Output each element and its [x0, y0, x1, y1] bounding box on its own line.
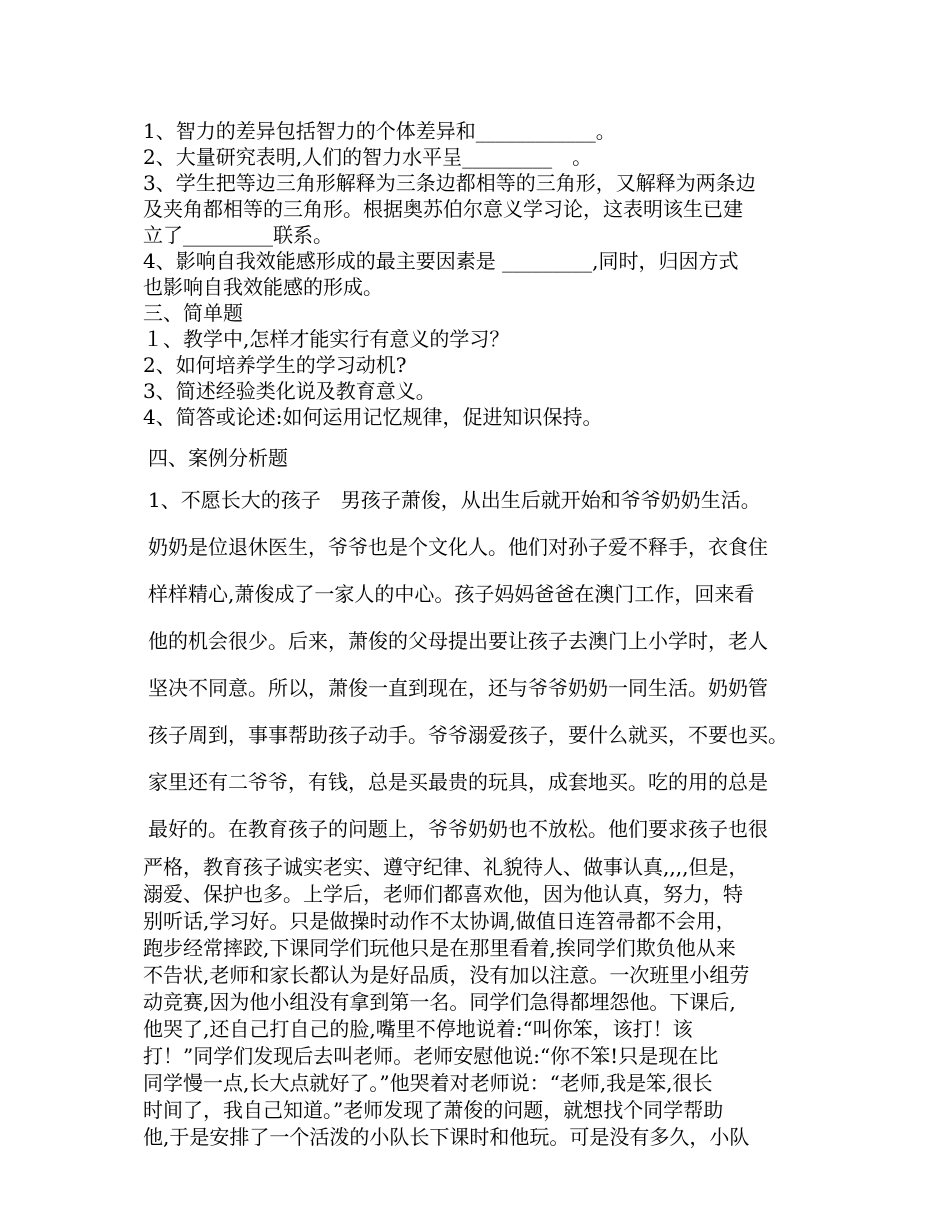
- fill-in-question-3-line-3: 立了_________联系。: [143, 223, 333, 247]
- case-paragraph-line: 样样精心,萧俊成了一家人的中心。孩子妈妈爸爸在澳门工作，回来看: [148, 582, 755, 606]
- case-analysis-heading: 四、案例分析题: [148, 446, 288, 470]
- case-paragraph-line: 跑步经常摔跤,下课同学们玩他只是在那里看着,挨同学们欺负他从来: [143, 936, 736, 960]
- case-paragraph-line: 动竞赛,因为他小组没有拿到第一名。同学们急得都埋怨他。下课后,: [143, 990, 736, 1014]
- case-paragraph-line: 奶奶是位退休医生，爷爷也是个文化人。他们对孙子爱不释手，衣食住: [148, 535, 768, 559]
- short-answer-question-3: 3、简述经验类化说及教育意义。: [143, 379, 436, 403]
- case-paragraph-line: 家里还有二爷爷，有钱，总是买最贵的玩具，成套地买。吃的用的总是: [148, 770, 768, 794]
- fill-in-question-4-line-2: 也影响自我效能感的形成。: [143, 275, 383, 299]
- case-paragraph-line: 溺爱、保护也多。上学后，老师们都喜欢他，因为他认真，努力，特: [143, 882, 743, 906]
- case-paragraph-line: 别听话,学习好。只是做操时动作不太协调,做值日连笤帚都不会用，: [143, 909, 736, 933]
- case-paragraph-line: 打！”同学们发现后去叫老师。老师安慰他说:“你不笨!只是现在比: [143, 1044, 719, 1068]
- fill-in-question-1: 1、智力的差异包括智力的个体差异和____________。: [143, 119, 616, 143]
- case-paragraph-line: 不告状,老师和家长都认为是好品质，没有加以注意。一次班里小组劳: [143, 963, 750, 987]
- case-paragraph-line: 他,于是安排了一个活泼的小队长下课时和他玩。可是没有多久，小队: [143, 1125, 750, 1149]
- short-answer-question-4: 4、简答或论述:如何运用记忆规律，促进知识保持。: [143, 405, 603, 429]
- short-answer-question-1: １、教学中,怎样才能实行有意义的学习？: [143, 327, 510, 351]
- short-answer-heading: 三、简单题: [143, 301, 243, 325]
- case-paragraph-line: 严格，教育孩子诚实老实、遵守纪律、礼貌待人、做事认真,,,,但是，: [143, 855, 749, 879]
- fill-in-question-2: 2、大量研究表明,人们的智力水平呈_________ 。: [143, 145, 593, 169]
- case-paragraph-line: 孩子周到，事事帮助孩子动手。爷爷溺爱孩子，要什么就买，不要也买。: [148, 723, 788, 747]
- fill-in-question-3-line-2: 及夹角都相等的三角形。根据奥苏伯尔意义学习论，这表明该生已建: [143, 197, 743, 221]
- case-paragraph-line: 同学慢一点,长大点就好了。”他哭着对老师说：“老师,我是笨,很长: [143, 1071, 713, 1095]
- case-paragraph-line: 时间了，我自己知道。”老师发现了萧俊的问题，就想找个同学帮助: [143, 1098, 724, 1122]
- case-paragraph-line: 他哭了,还自己打自己的脸,嘴里不停地说着:“叫你笨，该打！该: [143, 1017, 693, 1041]
- case-paragraph-line: 最好的。在教育孩子的问题上，爷爷奶奶也不放松。他们要求孩子也很: [148, 817, 768, 841]
- short-answer-question-2: 2、如何培养学生的学习动机?: [143, 353, 407, 377]
- case-paragraph-line: 1、不愿长大的孩子 男孩子萧俊，从出生后就开始和爷爷奶奶生活。: [148, 488, 761, 512]
- case-paragraph-line: 坚决不同意。所以，萧俊一直到现在，还与爷爷奶奶一同生活。奶奶管: [148, 676, 768, 700]
- fill-in-question-4-line-1: 4、影响自我效能感形成的最主要因素是 _________,同时，归因方式: [143, 249, 739, 273]
- case-paragraph-line: 他的机会很少。后来，萧俊的父母提出要让孩子去澳门上小学时，老人: [148, 629, 768, 653]
- fill-in-question-3-line-1: 3、学生把等边三角形解释为三条边都相等的三角形，又解释为两条边: [143, 171, 756, 195]
